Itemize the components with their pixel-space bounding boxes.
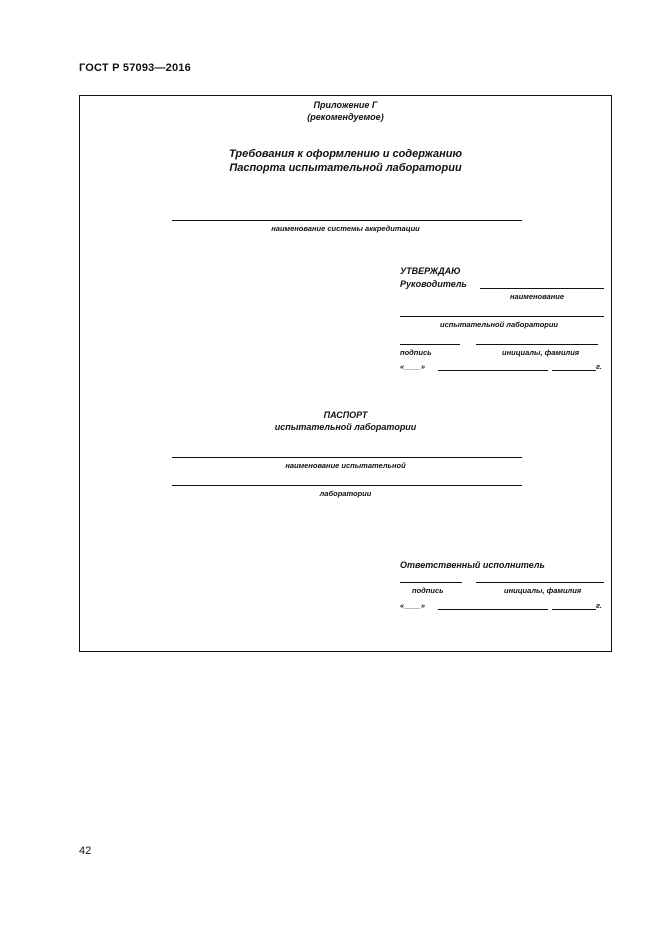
- form-frame: [79, 95, 612, 652]
- head-caption-name: наименование: [510, 292, 564, 301]
- head-name-line: [480, 288, 604, 289]
- responsible-year-suffix: г.: [596, 601, 602, 610]
- passport-title: ПАСПОРТ: [323, 410, 368, 420]
- requirements-title-line1: Требования к оформлению и содержанию: [228, 148, 463, 160]
- accreditation-caption: наименование системы аккредитации: [271, 224, 420, 233]
- approval-year-line: [552, 370, 596, 371]
- responsible-initials-line: [476, 582, 604, 583]
- document-code: ГОСТ Р 57093—2016: [79, 62, 191, 74]
- responsible-date-open: «____»: [400, 601, 426, 610]
- appendix-status: (рекомендуемое): [307, 112, 384, 122]
- head-caption-initials: инициалы, фамилия: [502, 348, 580, 357]
- head-signature-line: [400, 344, 460, 345]
- head-initials-line: [476, 344, 598, 345]
- head-label: Руководитель: [400, 279, 467, 289]
- appendix-title: Приложение Г: [313, 100, 378, 110]
- responsible-caption-initials: инициалы, фамилия: [504, 586, 582, 595]
- responsible-year-line: [552, 609, 596, 610]
- head-caption-signature: подпись: [400, 348, 432, 357]
- responsible-signature-line: [400, 582, 462, 583]
- responsible-caption-signature: подпись: [412, 586, 444, 595]
- approval-year-suffix: г.: [596, 362, 602, 371]
- responsible-label: Ответственный исполнитель: [400, 560, 545, 570]
- approval-date-open: «____»: [400, 362, 426, 371]
- head-lab-line: [400, 316, 604, 317]
- approve-label: УТВЕРЖДАЮ: [400, 266, 461, 276]
- lab-name-line-1: [172, 457, 522, 458]
- accreditation-name-line: [172, 220, 522, 221]
- lab-name-line-2: [172, 485, 522, 486]
- head-caption-lab: испытательной лаборатории: [440, 320, 559, 329]
- responsible-date-line: [438, 609, 548, 610]
- lab-caption-lab: лаборатории: [319, 489, 372, 498]
- approval-date-line: [438, 370, 548, 371]
- passport-subtitle: испытательной лаборатории: [274, 422, 417, 432]
- requirements-title-line2: Паспорта испытательной лаборатории: [229, 162, 462, 174]
- page-number: 42: [79, 845, 92, 857]
- lab-caption-name: наименование испытательной: [285, 461, 406, 470]
